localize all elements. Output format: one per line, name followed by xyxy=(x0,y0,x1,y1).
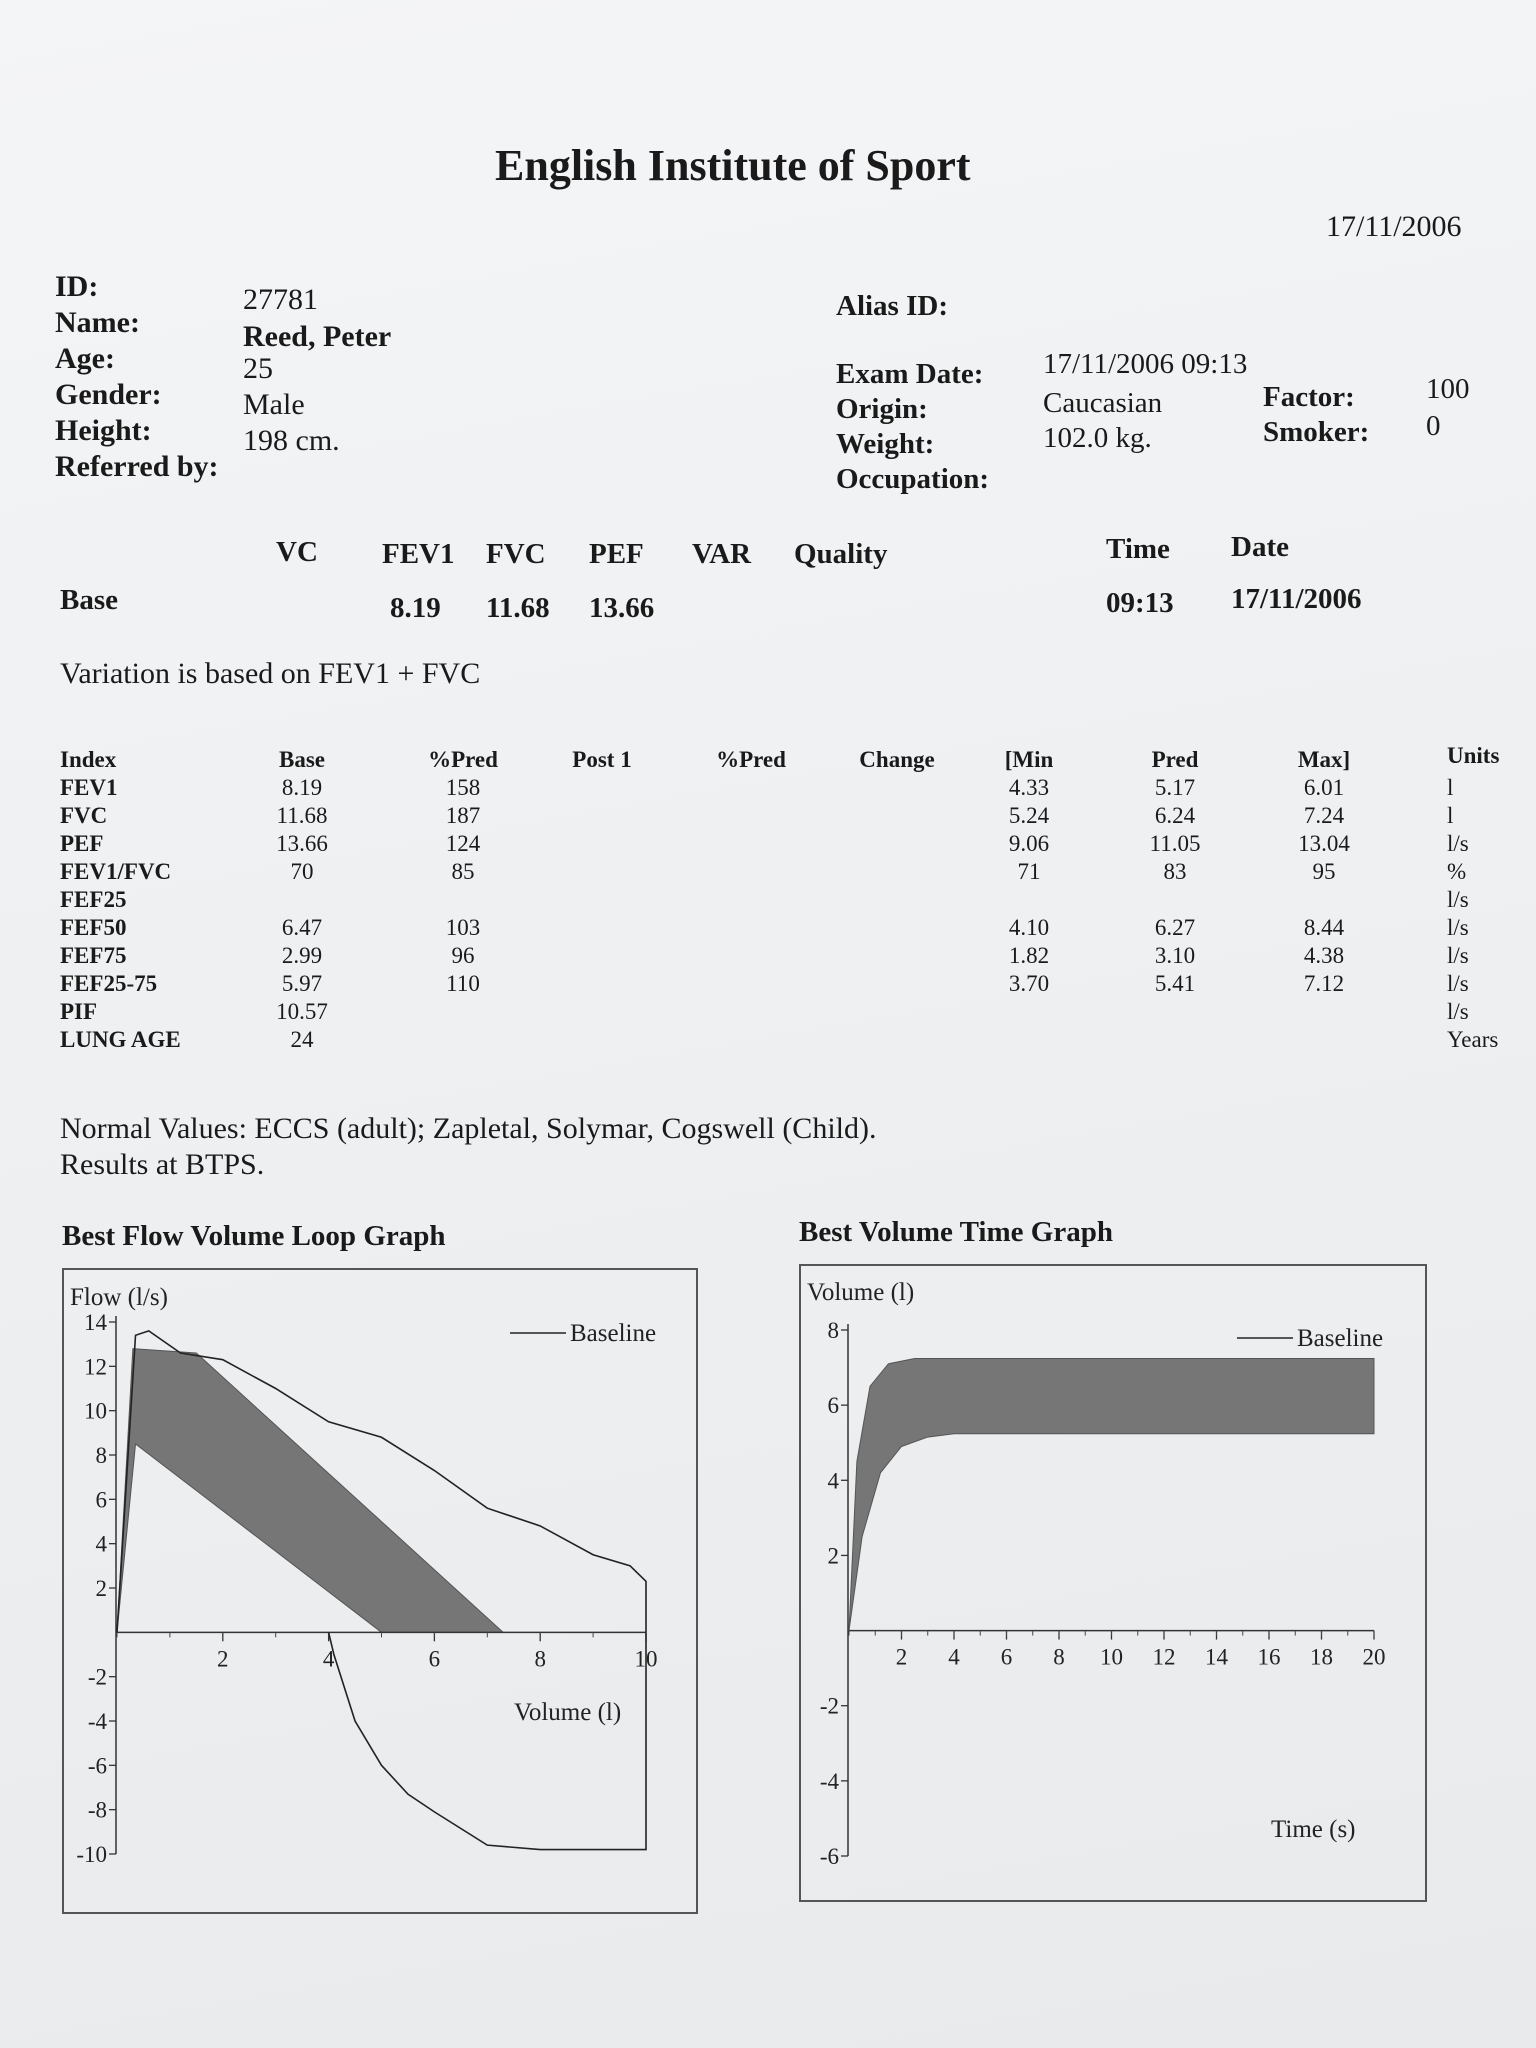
volume-time-graph-title: Best Volume Time Graph xyxy=(799,1216,1113,1248)
results-cell-1-0: FVC xyxy=(60,803,108,828)
label-origin: Origin: xyxy=(836,393,928,425)
results-cell-9-0: LUNG AGE xyxy=(60,1027,181,1052)
results-cell-6-0: FEF75 xyxy=(60,943,127,968)
results-cell-7-2: 110 xyxy=(446,971,480,996)
results-cell-2-6: 9.06 xyxy=(1008,831,1050,856)
summary-fvc: 11.68 xyxy=(486,592,550,624)
vt-x-tick-label-1: 4 xyxy=(948,1644,960,1670)
results-header-4: %Pred xyxy=(716,747,786,772)
label-age: Age: xyxy=(55,342,115,375)
results-header-1: Base xyxy=(279,747,325,772)
fv-y-tick-label-9: -6 xyxy=(87,1753,107,1779)
fv-series-1 xyxy=(329,1632,646,1849)
patient-gender: Male xyxy=(243,388,305,421)
results-cell-6-7: 3.10 xyxy=(1154,943,1196,968)
fv-legend-label: Baseline xyxy=(570,1320,657,1347)
results-cell-1-9: l xyxy=(1447,803,1454,828)
fv-y-tick-label-0: 14 xyxy=(84,1310,107,1335)
patient-age: 25 xyxy=(243,352,273,385)
results-cell-1-6: 5.24 xyxy=(1008,803,1050,828)
results-cell-6-9: l/s xyxy=(1447,943,1469,968)
results-cell-1-2: 187 xyxy=(445,803,481,828)
results-cell-8-9: l/s xyxy=(1447,999,1469,1024)
vt-y-tick-label-6: -6 xyxy=(819,1844,839,1869)
results-cell-7-7: 5.41 xyxy=(1154,971,1196,996)
vt-x-tick-label-4: 10 xyxy=(1100,1644,1123,1670)
report-title: English Institute of Sport xyxy=(495,141,971,190)
results-cell-5-2: 103 xyxy=(445,915,481,940)
results-cell-5-8: 8.44 xyxy=(1303,915,1345,940)
flow-volume-graph-title: Best Flow Volume Loop Graph xyxy=(62,1220,446,1252)
results-cell-0-0: FEV1 xyxy=(60,775,118,800)
report-date: 17/11/2006 xyxy=(1326,210,1462,243)
results-cell-0-2: 158 xyxy=(445,775,481,800)
results-header-3: Post 1 xyxy=(572,747,632,772)
fv-x-axis-label: Volume (l) xyxy=(514,1699,622,1726)
patient-name: Reed, Peter xyxy=(243,320,392,353)
summary-pef: 13.66 xyxy=(589,592,655,624)
vt-x-tick-label-6: 14 xyxy=(1205,1644,1228,1670)
normal-values-note: Normal Values: ECCS (adult); Zapletal, Solymar, Cogswell (Child). xyxy=(60,1112,877,1145)
variation-note: Variation is based on FEV1 + FVC xyxy=(60,657,481,690)
results-cell-3-2: 85 xyxy=(451,859,475,884)
fv-x-tick-label-2: 6 xyxy=(428,1646,441,1672)
smoker-value: 0 xyxy=(1426,410,1441,442)
summary-date: 17/11/2006 xyxy=(1231,583,1362,615)
label-exam-date: Exam Date: xyxy=(836,358,984,390)
label-height: Height: xyxy=(55,414,152,447)
summary-header-pef: PEF xyxy=(589,538,644,570)
results-cell-0-1: 8.19 xyxy=(281,775,323,800)
results-cell-3-0: FEV1/FVC xyxy=(60,859,172,884)
vt-x-tick-label-7: 16 xyxy=(1257,1644,1281,1670)
results-cell-2-8: 13.04 xyxy=(1298,831,1350,856)
fv-x-tick-label-0: 2 xyxy=(217,1646,229,1672)
fv-x-tick-label-4: 10 xyxy=(634,1646,658,1672)
label-occupation: Occupation: xyxy=(836,463,990,495)
flow-volume-loop-chart xyxy=(62,1268,698,1914)
vt-x-tick-label-9: 20 xyxy=(1362,1644,1386,1670)
volume-time-chart xyxy=(799,1264,1427,1902)
fv-y-tick-label-8: -4 xyxy=(87,1709,107,1734)
fv-y-tick-label-4: 6 xyxy=(95,1487,107,1513)
results-header-8: Max] xyxy=(1297,747,1351,772)
summary-header-date: Date xyxy=(1231,531,1289,563)
vt-y-tick-label-5: -4 xyxy=(819,1768,839,1794)
vt-x-tick-label-0: 2 xyxy=(895,1644,908,1670)
results-header-0: Index xyxy=(60,747,117,772)
label-factor: Factor: xyxy=(1263,381,1355,413)
origin-value: Caucasian xyxy=(1043,387,1163,419)
results-cell-8-1: 10.57 xyxy=(276,999,328,1024)
summary-fev1: 8.19 xyxy=(390,592,441,624)
factor-value: 100 xyxy=(1426,373,1470,405)
patient-id: 27781 xyxy=(243,283,318,316)
vt-x-tick-label-8: 18 xyxy=(1310,1644,1333,1670)
results-cell-5-6: 4.10 xyxy=(1008,915,1050,940)
results-cell-6-6: 1.82 xyxy=(1008,943,1050,968)
results-cell-5-7: 6.27 xyxy=(1154,915,1196,940)
results-cell-3-6: 71 xyxy=(1017,859,1041,884)
results-cell-3-1: 70 xyxy=(290,859,314,884)
vt-x-tick-label-3: 8 xyxy=(1053,1644,1065,1670)
label-id: ID: xyxy=(55,270,99,303)
results-cell-1-1: 11.68 xyxy=(276,803,328,828)
results-header-9: Units xyxy=(1447,743,1500,768)
fv-y-tick-label-6: 2 xyxy=(95,1576,107,1601)
fv-y-tick-label-10: -8 xyxy=(87,1797,107,1823)
results-cell-5-9: l/s xyxy=(1447,915,1469,940)
results-cell-2-9: l/s xyxy=(1447,831,1469,856)
results-cell-5-1: 6.47 xyxy=(281,915,323,940)
vt-y-tick-label-2: 4 xyxy=(827,1468,839,1494)
results-cell-3-7: 83 xyxy=(1163,859,1187,884)
results-cell-4-9: l/s xyxy=(1447,887,1469,912)
fv-y-tick-label-7: -2 xyxy=(87,1664,107,1690)
vt-legend-label: Baseline xyxy=(1297,1325,1384,1352)
results-cell-0-8: 6.01 xyxy=(1303,775,1345,800)
results-cell-7-0: FEF25-75 xyxy=(60,971,158,996)
label-smoker: Smoker: xyxy=(1263,416,1370,448)
results-cell-3-9: % xyxy=(1447,859,1467,884)
fv-x-tick-label-3: 8 xyxy=(534,1646,546,1672)
results-cell-6-8: 4.38 xyxy=(1303,943,1345,968)
exam-date-value: 17/11/2006 09:13 xyxy=(1043,348,1248,380)
summary-time: 09:13 xyxy=(1106,587,1174,619)
vt-x-tick-label-2: 6 xyxy=(1000,1644,1013,1670)
summary-header-time: Time xyxy=(1106,533,1170,565)
vt-y-tick-label-3: 2 xyxy=(827,1543,839,1569)
results-header-7: Pred xyxy=(1151,747,1199,772)
results-cell-5-0: FEF50 xyxy=(60,915,127,940)
label-name: Name: xyxy=(55,306,140,339)
results-cell-9-9: Years xyxy=(1447,1027,1499,1052)
results-cell-1-7: 6.24 xyxy=(1154,803,1196,828)
fv-y-axis-label: Flow (l/s) xyxy=(70,1284,168,1311)
label-gender: Gender: xyxy=(55,378,162,411)
results-cell-4-0: FEF25 xyxy=(60,887,127,912)
label-alias-id: Alias ID: xyxy=(836,290,948,322)
btps-note: Results at BTPS. xyxy=(60,1148,265,1181)
results-cell-7-8: 7.12 xyxy=(1303,971,1345,996)
fv-y-tick-label-5: 4 xyxy=(95,1531,107,1557)
results-cell-1-8: 7.24 xyxy=(1303,803,1345,828)
summary-header-fev1: FEV1 xyxy=(382,538,455,570)
summary-header-vc: VC xyxy=(276,536,318,568)
summary-header-var: VAR xyxy=(692,538,752,570)
vt-y-axis-label: Volume (l) xyxy=(807,1279,915,1306)
vt-y-tick-label-4: -2 xyxy=(819,1693,839,1719)
results-cell-7-9: l/s xyxy=(1447,971,1469,996)
fv-y-tick-label-2: 10 xyxy=(84,1398,107,1424)
vt-predicted-band xyxy=(849,1359,1374,1631)
results-cell-0-7: 5.17 xyxy=(1154,775,1196,800)
vt-x-axis-label: Time (s) xyxy=(1271,1816,1356,1843)
results-cell-9-1: 24 xyxy=(290,1027,314,1052)
results-cell-2-1: 13.66 xyxy=(276,831,328,856)
summary-row-label: Base xyxy=(60,584,118,616)
results-cell-2-7: 11.05 xyxy=(1149,831,1201,856)
results-header-2: %Pred xyxy=(428,747,498,772)
fv-x-tick-label-1: 4 xyxy=(322,1646,335,1672)
summary-header-quality: Quality xyxy=(794,538,888,570)
fv-y-tick-label-1: 12 xyxy=(84,1354,107,1380)
results-header-6: [Min xyxy=(1004,747,1054,772)
label-weight: Weight: xyxy=(836,428,935,460)
vt-y-tick-label-1: 6 xyxy=(827,1393,839,1419)
results-cell-0-6: 4.33 xyxy=(1008,775,1050,800)
summary-header-fvc: FVC xyxy=(486,538,546,570)
results-cell-8-0: PIF xyxy=(60,999,98,1024)
results-cell-2-0: PEF xyxy=(60,831,104,856)
label-referred-by: Referred by: xyxy=(55,450,219,483)
fv-y-tick-label-11: -10 xyxy=(76,1842,107,1867)
fv-y-tick-label-3: 8 xyxy=(95,1443,107,1468)
vt-y-tick-label-0: 8 xyxy=(827,1318,839,1343)
results-cell-3-8: 95 xyxy=(1312,859,1336,884)
results-cell-7-6: 3.70 xyxy=(1008,971,1050,996)
results-cell-6-2: 96 xyxy=(451,943,475,968)
weight-value: 102.0 kg. xyxy=(1043,422,1152,454)
results-cell-2-2: 124 xyxy=(445,831,481,856)
results-cell-7-1: 5.97 xyxy=(281,971,323,996)
patient-height: 198 cm. xyxy=(243,424,340,457)
results-cell-0-9: l xyxy=(1447,775,1454,800)
results-header-5: Change xyxy=(859,747,935,772)
fv-predicted-band xyxy=(117,1349,503,1633)
vt-x-tick-label-5: 12 xyxy=(1152,1644,1176,1670)
results-cell-6-1: 2.99 xyxy=(281,943,323,968)
